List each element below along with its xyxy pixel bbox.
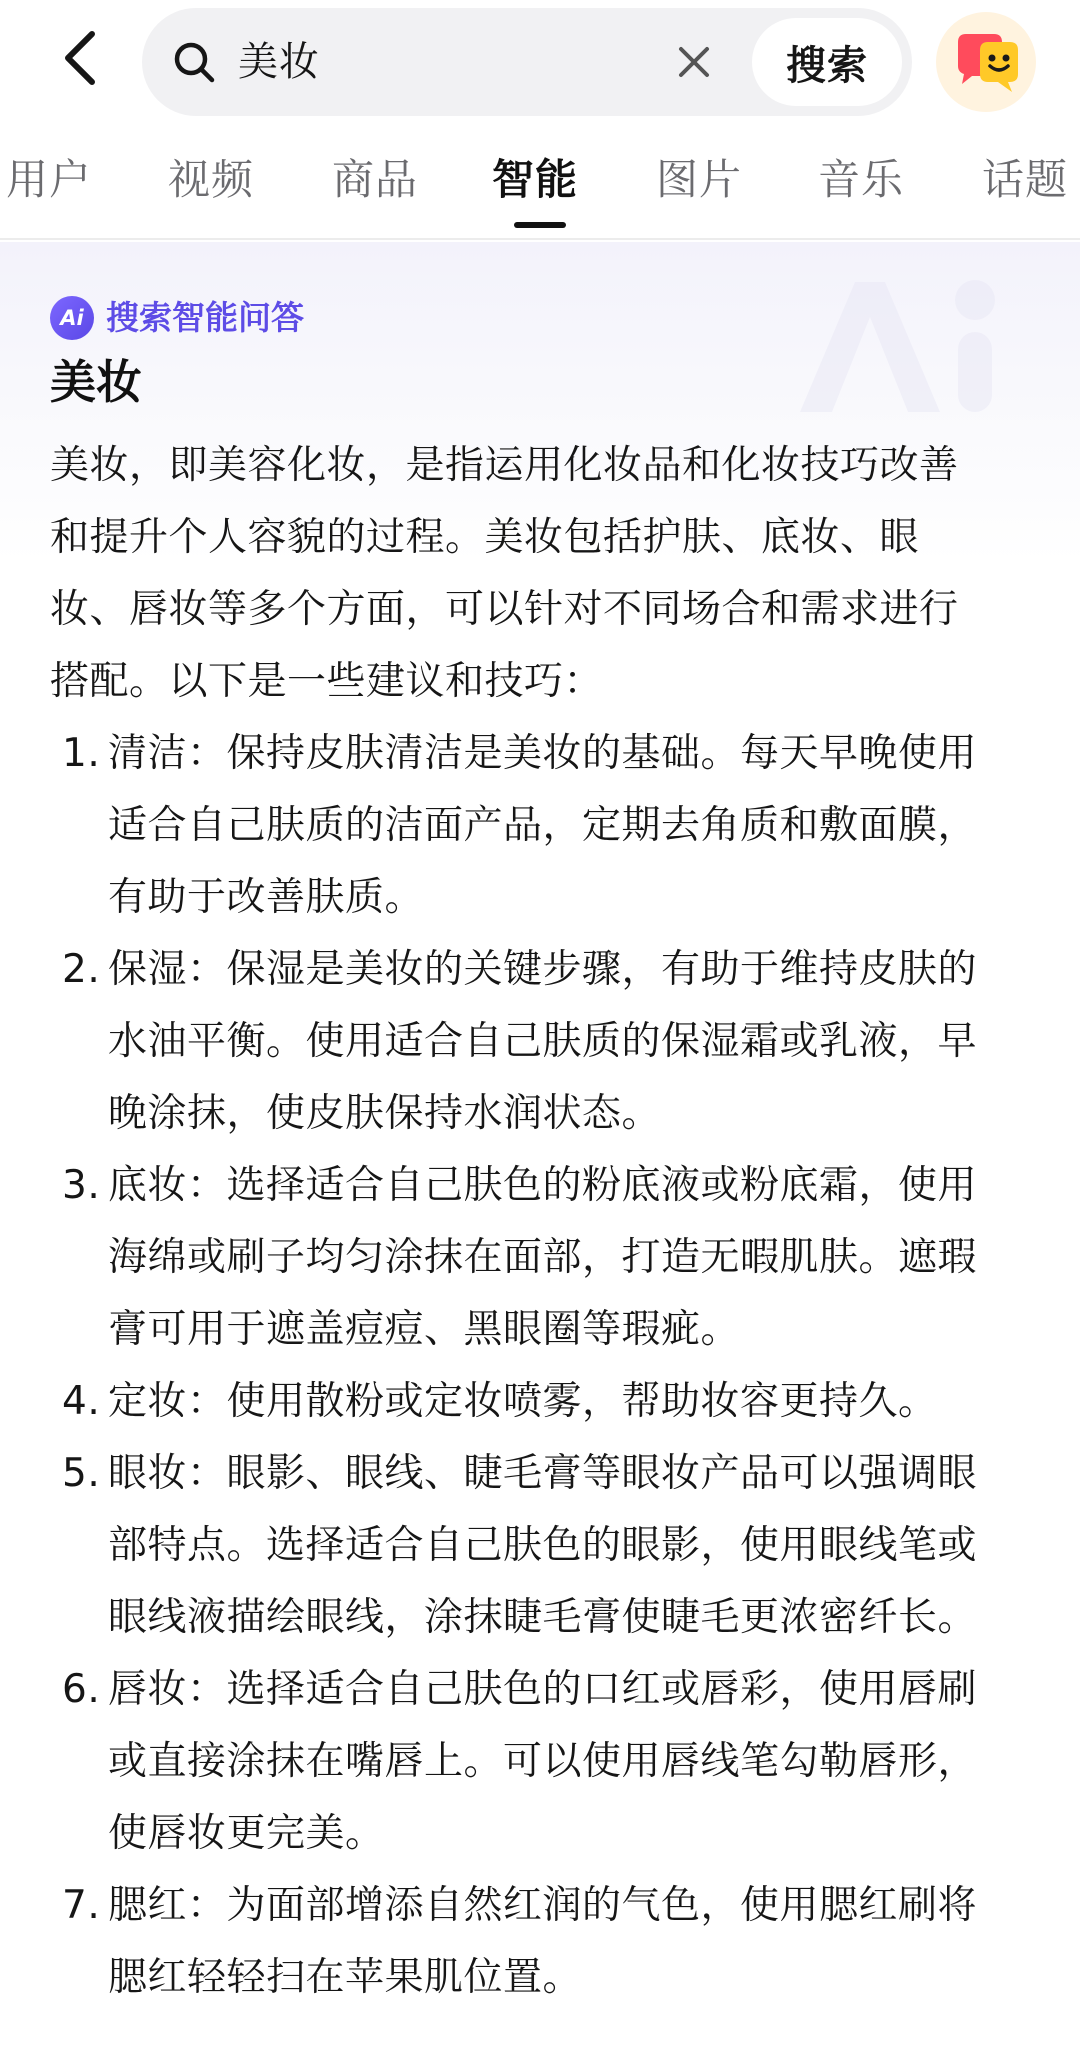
ai-watermark-icon xyxy=(780,262,1020,422)
list-item-text: 腮红：为面部增添自然红润的气色，使用腮红刷将腮红轻轻扫在苹果肌位置。 xyxy=(108,1883,978,2000)
list-item xyxy=(50,718,1010,934)
active-tab-indicator xyxy=(514,222,566,228)
search-input[interactable]: 美妆 xyxy=(238,39,320,85)
list-item-number: 1. xyxy=(62,731,101,776)
list-item-text: 保湿：保湿是美妆的关键步骤，有助于维持皮肤的水油平衡。使用适合自己肤质的保湿霜或乳液，早晚涂抹，使皮肤保持水润状态。 xyxy=(108,947,978,1136)
list-item xyxy=(50,1870,1010,2014)
category-tabs xyxy=(0,124,1080,240)
answer-title: 美妆 xyxy=(50,355,142,409)
tab-users[interactable]: 用户 xyxy=(6,155,93,204)
close-icon xyxy=(677,45,711,79)
back-button[interactable] xyxy=(44,22,116,94)
clear-search-button[interactable] xyxy=(670,38,718,86)
list-item-text: 眼妆：眼影、眼线、睫毛膏等眼妆产品可以强调眼部特点。选择适合自己肤色的眼影，使用眼线笔或眼线液描绘眼线，涂抹睫毛膏使睫毛更浓密纤长。 xyxy=(108,1451,978,1640)
search-icon xyxy=(172,40,216,84)
list-item xyxy=(50,934,1010,1150)
list-item xyxy=(50,1438,1010,1654)
list-item-number: 5. xyxy=(62,1451,101,1496)
list-item-number: 7. xyxy=(62,1883,101,1928)
tab-products[interactable]: 商品 xyxy=(332,155,419,204)
list-item-text: 底妆：选择适合自己肤色的粉底液或粉底霜，使用海绵或刷子均匀涂抹在面部，打造无暇肌肤。遮瑕膏可用于遮盖痘痘、黑眼圈等瑕疵。 xyxy=(108,1163,978,1352)
top-bar xyxy=(0,0,1080,124)
list-item-text: 唇妆：选择适合自己肤色的口红或唇彩，使用唇刷或直接涂抹在嘴唇上。可以使用唇线笔勾勒唇形，使唇妆更完美。 xyxy=(108,1667,978,1856)
list-item-text: 定妆：使用散粉或定妆喷雾，帮助妆容更持久。 xyxy=(108,1379,938,1424)
smart-answer-panel xyxy=(0,242,1080,2067)
list-item xyxy=(50,1150,1010,1366)
answer-intro: 美妆，即美容化妆，是指运用化妆品和化妆技巧改善和提升个人容貌的过程。美妆包括护肤、底妆、眼妆、唇妆等多个方面，可以针对不同场合和需求进行搭配。以下是一些建议和技巧： xyxy=(50,443,959,704)
list-item-number: 4. xyxy=(62,1379,101,1424)
search-box[interactable] xyxy=(142,8,912,116)
tab-topics[interactable]: 话题 xyxy=(982,155,1069,204)
search-button[interactable]: 搜索 xyxy=(752,18,902,106)
list-item-number: 6. xyxy=(62,1667,101,1712)
tips-list xyxy=(50,718,1010,2014)
list-item-text: 清洁：保持皮肤清洁是美妆的基础。每天早晚使用适合自己肤质的洁面产品，定期去角质和敷面膜，有助于改善肤质。 xyxy=(108,731,978,920)
list-item-number: 2. xyxy=(62,947,101,992)
tab-music[interactable]: 音乐 xyxy=(818,155,905,204)
list-item xyxy=(50,1366,1010,1438)
ai-logo-icon: Ai xyxy=(50,296,94,340)
chevron-left-icon xyxy=(60,30,100,86)
answer-body xyxy=(50,430,1010,2014)
tab-smart[interactable]: 智能 xyxy=(492,155,579,204)
tab-videos[interactable]: 视频 xyxy=(168,155,255,204)
tab-images[interactable]: 图片 xyxy=(656,155,743,204)
ai-answer-label: 搜索智能问答 xyxy=(106,298,304,337)
ai-answer-badge xyxy=(50,296,304,340)
mascot-avatar-icon[interactable] xyxy=(936,12,1036,112)
list-item-number: 3. xyxy=(62,1163,101,1208)
list-item xyxy=(50,1654,1010,1870)
